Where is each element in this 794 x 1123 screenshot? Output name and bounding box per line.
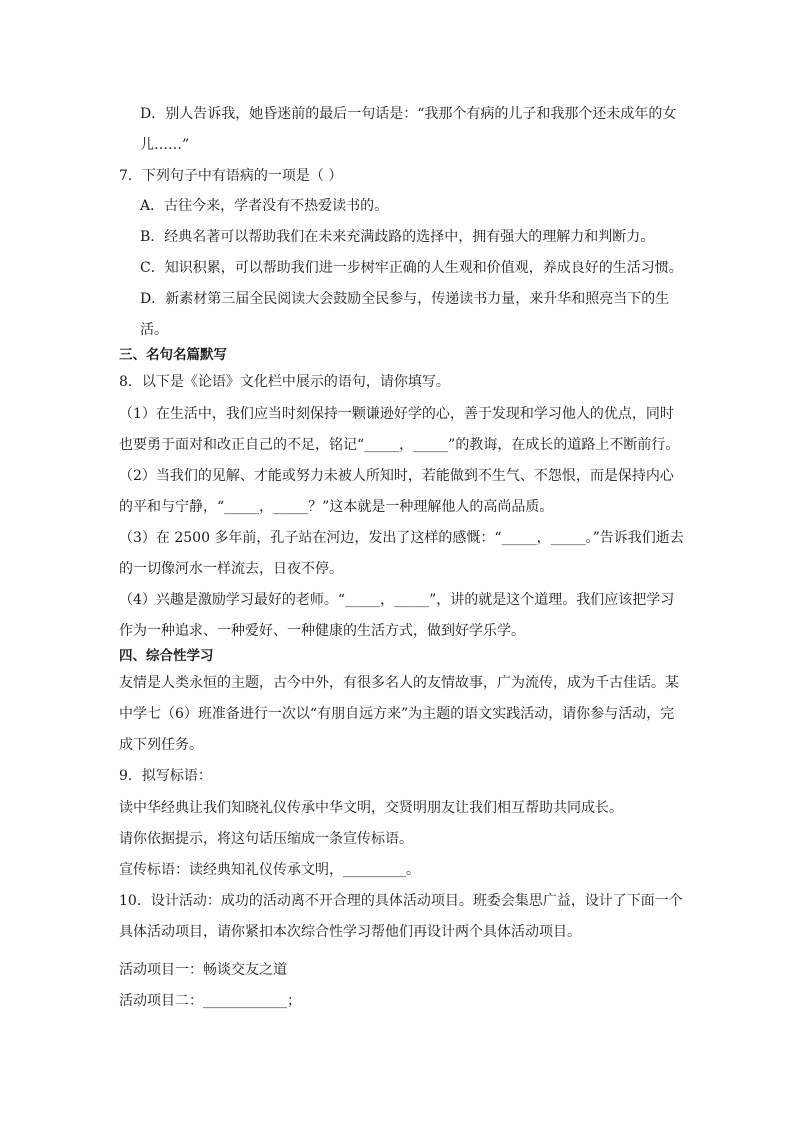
option-6d-line-1: D．别人告诉我，她昏迷前的最后一句话是：“我那个有病的儿子和我那个还未成年的女 xyxy=(140,106,677,122)
q9-prompt: 读中华经典让我们知晓礼仪传承中华文明，交贤明朋友让我们相互帮助共同成长。 xyxy=(119,800,623,816)
option-7a: A．古往今来，学者没有不热爱读书的。 xyxy=(140,198,389,214)
option-7c: C．知识积累，可以帮助我们进一步树牢正确的人生观和价值观，养成良好的生活习惯。 xyxy=(140,260,683,276)
q8-part4-line-1: （4）兴趣是激励学习最好的老师。“_____，_____”，讲的就是这个道理。我们应该把学习 xyxy=(119,592,675,608)
question-8: 8．以下是《论语》文化栏中展示的语句，请你填写。 xyxy=(119,374,450,390)
q8-part1-line-1: （1）在生活中，我们应当时刻保持一颗谦逊好学的心，善于发现和学习他人的优点，同时 xyxy=(119,406,674,422)
section-3-heading: 三、名句名篇默写 xyxy=(119,347,227,363)
intro-line-3: 成下列任务。 xyxy=(119,737,203,753)
activity-item-1: 活动项目一：畅谈交友之道 xyxy=(119,962,287,978)
intro-line-2: 中学七（6）班准备进行一次以“有朋自远方来”为主题的语文实践活动，请你参与活动，完 xyxy=(119,706,675,722)
section-4-heading: 四、综合性学习 xyxy=(119,648,214,664)
q8-part1-line-2: 也要勇于面对和改正自己的不足，铭记“_____，_____”的教诲，在成长的道路上不断前行。 xyxy=(119,437,680,453)
question-10-line-1: 10．设计活动：成功的活动离不开合理的具体活动项目。班委会集思广益，设计了下面一个 xyxy=(119,893,683,909)
q9-instruction: 请你依据提示，将这句话压缩成一条宣传标语。 xyxy=(119,831,413,847)
option-6d-line-2: 儿……” xyxy=(140,137,190,153)
q8-part4-line-2: 作为一种追求、一种爱好、一种健康的生活方式，做到好学乐学。 xyxy=(119,623,525,639)
option-7d-line-1: D．新素材第三届全民阅读大会鼓励全民参与，传递读书力量，来升华和照亮当下的生 xyxy=(140,291,670,307)
question-10-line-2: 具体活动项目，请你紧扣本次综合性学习帮他们再设计两个具体活动项目。 xyxy=(119,924,581,940)
option-7d-line-2: 活。 xyxy=(140,322,168,338)
option-7b: B．经典名著可以帮助我们在未来充满歧路的选择中，拥有强大的理解力和判断力。 xyxy=(140,229,655,245)
q8-part3-line-1: （3）在 2500 多年前，孔子站在河边，发出了这样的感慨：“_____，_____。”告诉我们逝去 xyxy=(119,530,684,546)
question-9: 9．拟写标语： xyxy=(119,768,212,784)
q8-part2-line-1: （2）当我们的见解、才能或努力未被人所知时，若能做到不生气、不怨恨，而是保持内心 xyxy=(119,468,674,484)
q8-part2-line-2: 的平和与宁静，“_____，_____？”这本就是一种理解他人的高尚品质。 xyxy=(119,499,554,515)
intro-line-1: 友情是人类永恒的主题，古今中外，有很多名人的友情故事，广为流传，成为千古佳话。某 xyxy=(119,675,679,691)
question-7: 7．下列句子中有语病的一项是（ ） xyxy=(119,168,343,184)
q8-part3-line-2: 的一切像河水一样流去，日夜不停。 xyxy=(119,561,343,577)
q9-slogan-blank: 宣传标语：读经典知礼仪传承文明，_________。 xyxy=(119,862,420,878)
activity-item-2-blank: 活动项目二：____________； xyxy=(119,993,301,1009)
